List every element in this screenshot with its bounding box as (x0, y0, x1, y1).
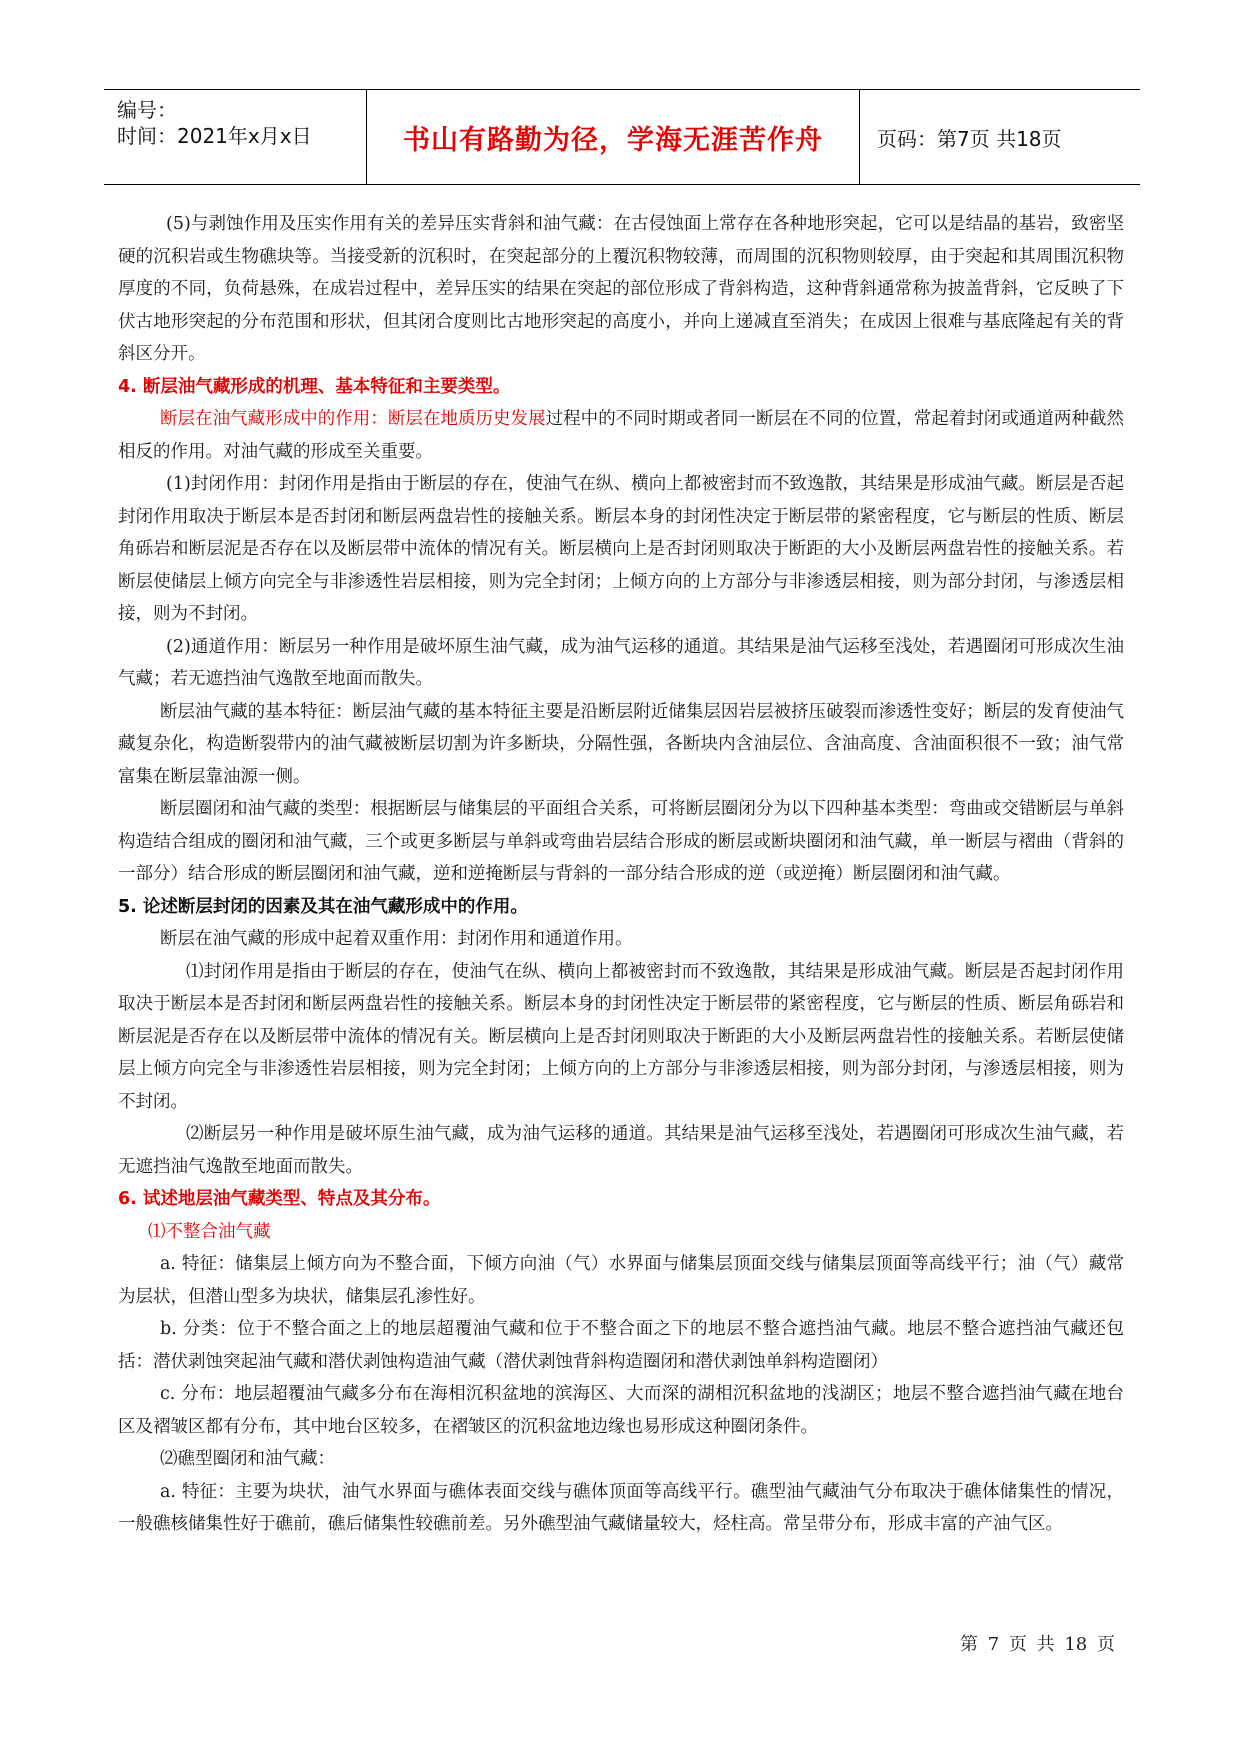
paragraph: b. 分类：位于不整合面之上的地层超覆油气藏和位于不整合面之下的地层不整合遮挡油气藏。地层不整合遮挡油气藏还包括：潜伏剥蚀突起油气藏和潜伏剥蚀构造油气藏（潜伏剥蚀背斜构造圈闭和潜伏剥蚀单斜构造圈闭） (118, 1319, 1124, 1372)
paragraph: 断层圈闭和油气藏的类型：根据断层与储集层的平面组合关系，可将断层圈闭分为以下四种基本类型：弯曲或交错断层与单斜构造结合组成的圈闭和油气藏，三个或更多断层与单斜或弯曲岩层结合形成的断层或断块圈闭和油气藏，单一断层与褶曲（背斜的一部分）结合形成的断层圈闭和油气藏，逆和逆掩断层与背斜的一部分结合形成的逆（或逆掩）断层圈闭和油气藏。 (118, 799, 1124, 884)
header-number: 编号： (117, 98, 177, 122)
paragraph: ⑵断层另一种作用是破坏原生油气藏，成为油气运移的通道。其结果是油气运移至浅处，若遇圈闭可形成次生油气藏，若无遮挡油气逸散至地面而散失。 (118, 1124, 1124, 1177)
section-heading-4: 4. 断层油气藏形成的机理、基本特征和主要类型。 (118, 376, 511, 397)
paragraph: a. 特征：储集层上倾方向为不整合面，下倾方向油（气）水界面与储集层顶面交线与储集层顶面等高线平行；油（气）藏常为层状，但潜山型多为块状，储集层孔渗性好。 (118, 1254, 1124, 1307)
header-page-code: 页码：第7页 共18页 (877, 126, 1062, 151)
highlighted-phrase: 断层在油气藏形成中的作用：断层在地质历史发展 (160, 409, 546, 429)
header-time: 时间：2021年x月x日 (117, 124, 312, 148)
paragraph: ⑴封闭作用是指由于断层的存在，使油气在纵、横向上都被密封而不致逸散，其结果是形成油气藏。断层是否起封闭作用取决于断层本是否封闭和断层两盘岩性的接触关系。断层本身的封闭性决定于断层带的紧密程度，它与断层的性质、断层角砾岩和断层泥是否存在以及断层带中流体的情况有关。断层横向上是否封闭则取决于断距的大小及断层两盘岩性的接触关系。若断层使储层上倾方向完全与非渗透性岩层相接，则为完全封闭；上倾方向的上方部分与非渗透层相接，则为部分封闭，与渗透层相接，则为不封闭。 (118, 961, 1124, 1112)
document-header (104, 89, 1140, 185)
header-meta-cell (104, 90, 366, 184)
header-page-cell (859, 90, 1140, 184)
paragraph: (2)通道作用：断层另一种作用是破坏原生油气藏，成为油气运移的通道。其结果是油气运移至浅处，若遇圈闭可形成次生油气藏；若无遮挡油气逸散至地面而散失。 (118, 636, 1124, 689)
section-heading-6: 6. 试述地层油气藏类型、特点及其分布。 (118, 1189, 441, 1209)
section-heading-5: 5. 论述断层封闭的因素及其在油气藏形成中的作用。 (118, 896, 528, 917)
paragraph: c. 分布：地层超覆油气藏多分布在海相沉积盆地的滨海区、大而深的湖相沉积盆地的浅湖区；地层不整合遮挡油气藏在地台区及褶皱区都有分布，其中地台区较多，在褶皱区的沉积盆地边缘也易形成这种圈闭条件。 (118, 1384, 1124, 1437)
paragraph: a. 特征：主要为块状，油气水界面与礁体表面交线与礁体顶面等高线平行。礁型油气藏油气分布取决于礁体储集性的情况，一般礁核储集性好于礁前，礁后储集性较礁前差。另外礁型油气藏储量较大，烃柱高。常呈带分布，形成丰富的产油气区。 (118, 1481, 1124, 1534)
paragraph: 断层在油气藏的形成中起着双重作用：封闭作用和通道作用。 (160, 929, 633, 949)
page-footer: 第 7 页 共 18 页 (960, 1634, 1115, 1655)
header-motto: 书山有路勤为径，学海无涯苦作舟 (403, 124, 823, 156)
subsection-heading: ⑴不整合油气藏 (148, 1221, 271, 1242)
paragraph: (5)与剥蚀作用及压实作用有关的差异压实背斜和油气藏：在古侵蚀面上常存在各种地形突起，它可以是结晶的基岩，致密坚硬的沉积岩或生物礁块等。当接受新的沉积时，在突起部分的上覆沉积物较薄，而周围的沉积物则较厚，由于突起和其周围沉积物厚度的不同，负荷悬殊，在成岩过程中，差异压实的结果在突起的部位形成了背斜构造，这种背斜通常称为披盖背斜，它反映了下伏古地形突起的分布范围和形状，但其闭合度则比古地形突起的高度小，并向上递减直至消失；在成因上很难与基底隆起有关的背斜区分开。 (118, 214, 1124, 364)
paragraph: 断层油气藏的基本特征：断层油气藏的基本特征主要是沿断层附近储集层因岩层被挤压破裂而渗透性变好；断层的发育使油气藏复杂化，构造断裂带内的油气藏被断层切割为许多断块，分隔性强，各断块内含油层位、含油高度、含油面积很不一致；油气常富集在断层靠油源一侧。 (118, 701, 1124, 787)
paragraph-text: 过程中的不同时期或者同一断层在不同的位置，常起着封闭或通道两种截然相反的作用。对油气藏的形成至关重要。 (118, 409, 1124, 462)
paragraph: (1)封闭作用：封闭作用是指由于断层的存在，使油气在纵、横向上都被密封而不致逸散，其结果是形成油气藏。断层是否起封闭作用取决于断层本是否封闭和断层两盘岩性的接触关系。断层本身的封闭性决定于断层带的紧密程度，它与断层的性质、断层角砾岩和断层泥是否存在以及断层带中流体的情况有关。断层横向上是否封闭则取决于断距的大小及断层两盘岩性的接触关系。若断层使储层上倾方向完全与非渗透性岩层相接，则为完全封闭；上倾方向的上方部分与非渗透层相接，则为部分封闭，与渗透层相接，则为不封闭。 (118, 474, 1124, 624)
document-body (118, 208, 1124, 1541)
header-motto-cell (366, 90, 860, 184)
paragraph (118, 403, 1124, 468)
subsection-heading: ⑵礁型圈闭和油气藏： (160, 1449, 335, 1469)
